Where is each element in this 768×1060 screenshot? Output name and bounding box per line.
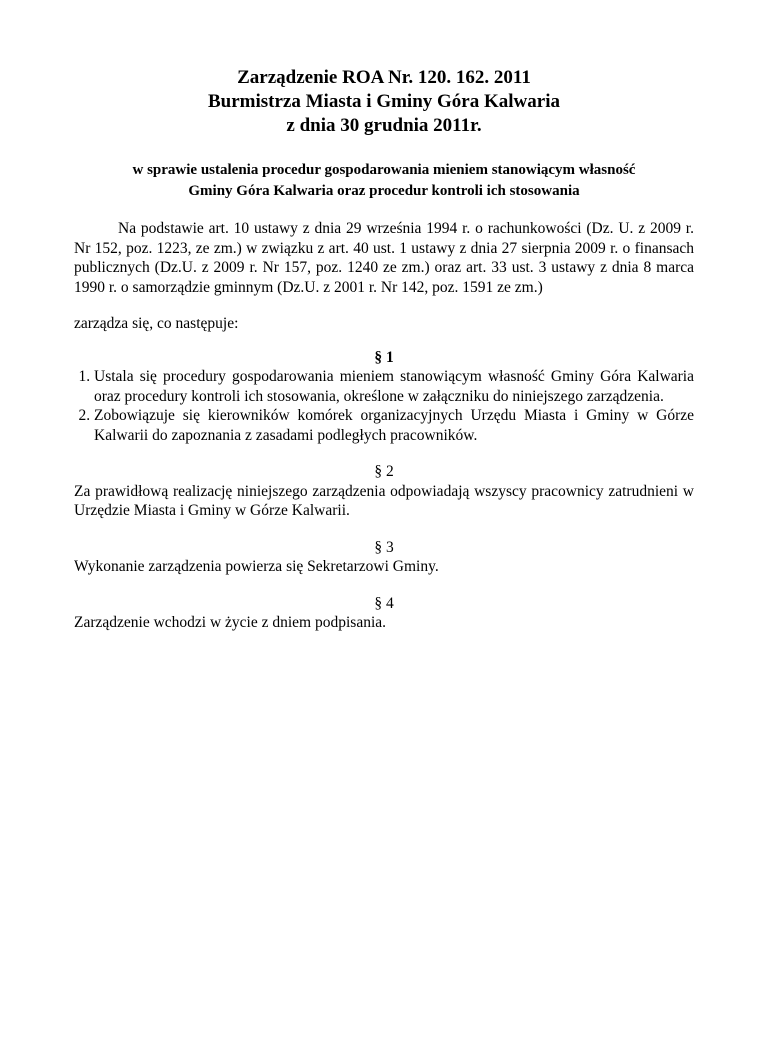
section-4-text: Zarządzenie wchodzi w życie z dniem podpisania. <box>74 614 387 631</box>
title-line-3: z dnia 30 grudnia 2011r. <box>286 115 482 136</box>
section-4-mark: § 4 <box>374 594 394 612</box>
subject-line-1: w sprawie ustalenia procedur gospodarowania mieniem stanowiącym własność <box>132 162 636 178</box>
section-3-text: Wykonanie zarządzenia powierza się Sekretarzowi Gminy. <box>74 558 439 575</box>
document-subject <box>74 160 694 202</box>
title-line-1: Zarządzenie ROA Nr. 120. 162. 2011 <box>237 67 531 88</box>
section-1-point-2: 2. Zobowiązuje się kierowników komórek organizacyjnych Urzędu Miasta i Gminy w Górze Kalwarii do zapoznania z zasadami podległych pracowników. <box>94 406 694 445</box>
section-1-points <box>74 367 694 445</box>
section-1-mark: § 1 <box>374 348 394 366</box>
document-page <box>0 66 768 1060</box>
orders-line: zarządza się, co następuje: <box>74 315 239 332</box>
subject-line-2: Gminy Góra Kalwaria oraz procedur kontroli ich stosowania <box>188 183 580 199</box>
section-3-mark: § 3 <box>374 538 394 556</box>
section-1-point-1: 1. Ustala się procedury gospodarowania mieniem stanowiącym własność Gminy Góra Kalwaria oraz procedury kontroli ich stosowania, określone w załączniku do niniejszego zarządzenia. <box>94 367 694 406</box>
document-title <box>74 66 694 138</box>
legal-basis-paragraph: Na podstawie art. 10 ustawy z dnia 29 września 1994 r. o rachunkowości (Dz. U. z 2009 r. Nr 152, poz. 1223, ze zm.) w związku z art. 40 ust. 1 ustawy z dnia 27 sierpnia 2009 r. o finansach publicznych (Dz.U. z 2009 r. Nr 157, poz. 1240 ze zm.) oraz art. 33 ust. 3 ustawy z dnia 8 marca 1990 r. o samorządzie gminnym (Dz.U. z 2001 r. Nr 142, poz. 1591 ze zm.) <box>74 220 694 296</box>
title-line-2: Burmistrza Miasta i Gminy Góra Kalwaria <box>208 91 560 112</box>
section-2-mark: § 2 <box>374 463 394 480</box>
section-2-text: Za prawidłową realizację niniejszego zarządzenia odpowiadają wszyscy pracownicy zatrudnieni w Urzędzie Miasta i Gminy w Górze Kalwarii. <box>74 482 694 519</box>
